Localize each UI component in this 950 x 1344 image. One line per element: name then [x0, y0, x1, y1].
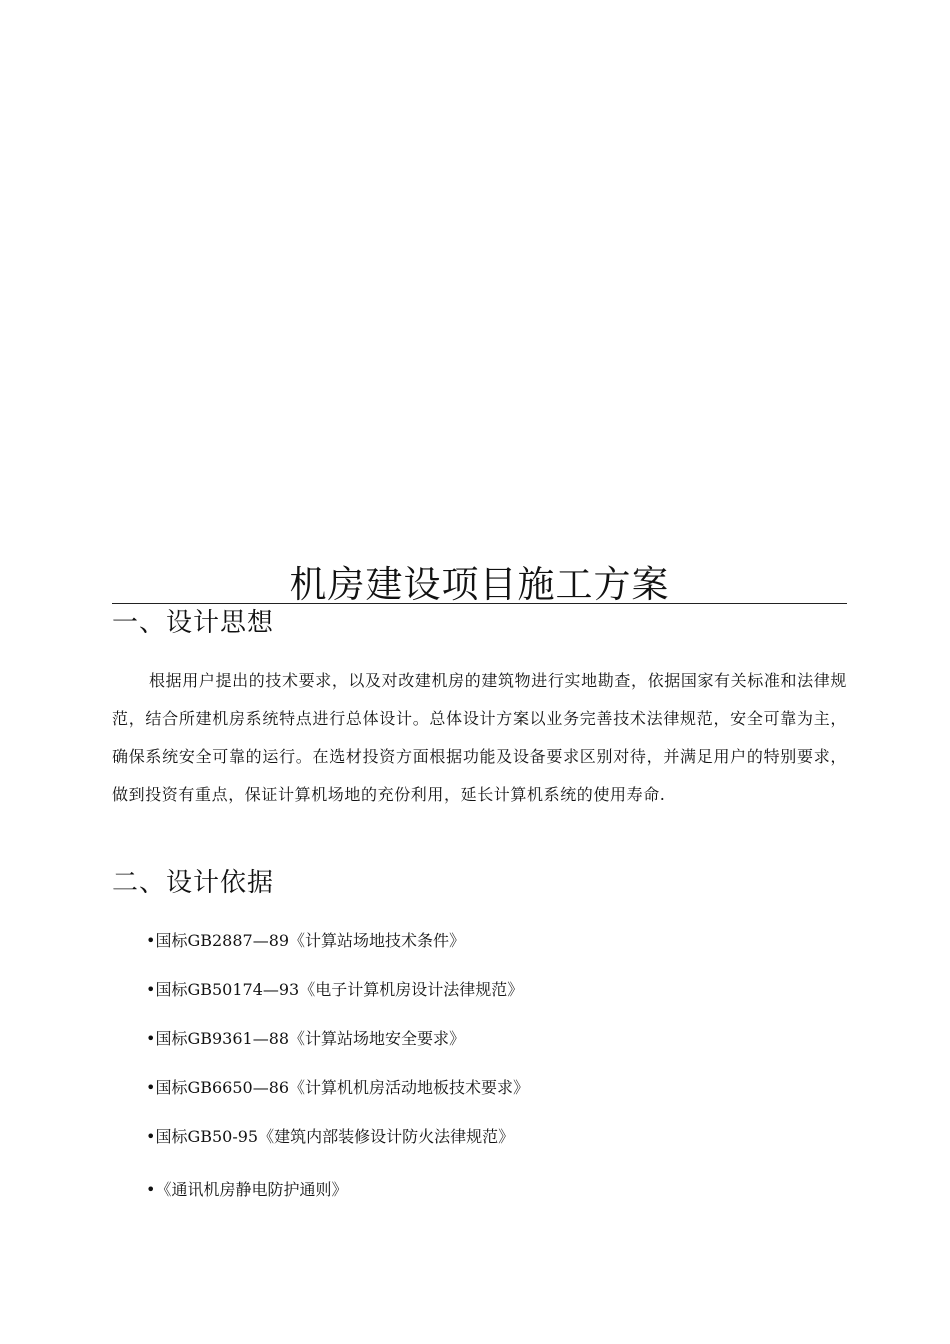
- section-heading-design-idea: 一、设计思想: [112, 608, 275, 638]
- list-item: •《通讯机房静电防护通则》: [146, 1180, 348, 1199]
- list-item: •国标GB9361—88《计算站场地安全要求》: [146, 1029, 466, 1048]
- standards-list: [146, 928, 846, 1226]
- list-item: •国标GB50-95《建筑内部装修设计防火法律规范》: [146, 1127, 515, 1146]
- title-underline: [112, 603, 847, 604]
- list-item: •国标GB50174—93《电子计算机房设计法律规范》: [146, 980, 524, 999]
- section-heading-design-basis: 二、设计依据: [112, 868, 275, 898]
- list-item: •国标GB6650—86《计算机机房活动地板技术要求》: [146, 1078, 530, 1097]
- design-idea-paragraph: 根据用户提出的技术要求，以及对改建机房的建筑物进行实地勘查，依据国家有关标准和法律规范，结合所建机房系统特点进行总体设计。总体设计方案以业务完善技术法律规范，安全可靠为主，确保系统安全可靠的运行。在选材投资方面根据功能及设备要求区别对待，并满足用户的特别要求，做到投资有重点，保证计算机场地的充份利用，延长计算机系统的使用寿命.: [112, 671, 847, 804]
- document-title: 机房建设项目施工方案: [289, 563, 670, 606]
- list-item: •国标GB2887—89《计算站场地技术条件》: [146, 931, 466, 950]
